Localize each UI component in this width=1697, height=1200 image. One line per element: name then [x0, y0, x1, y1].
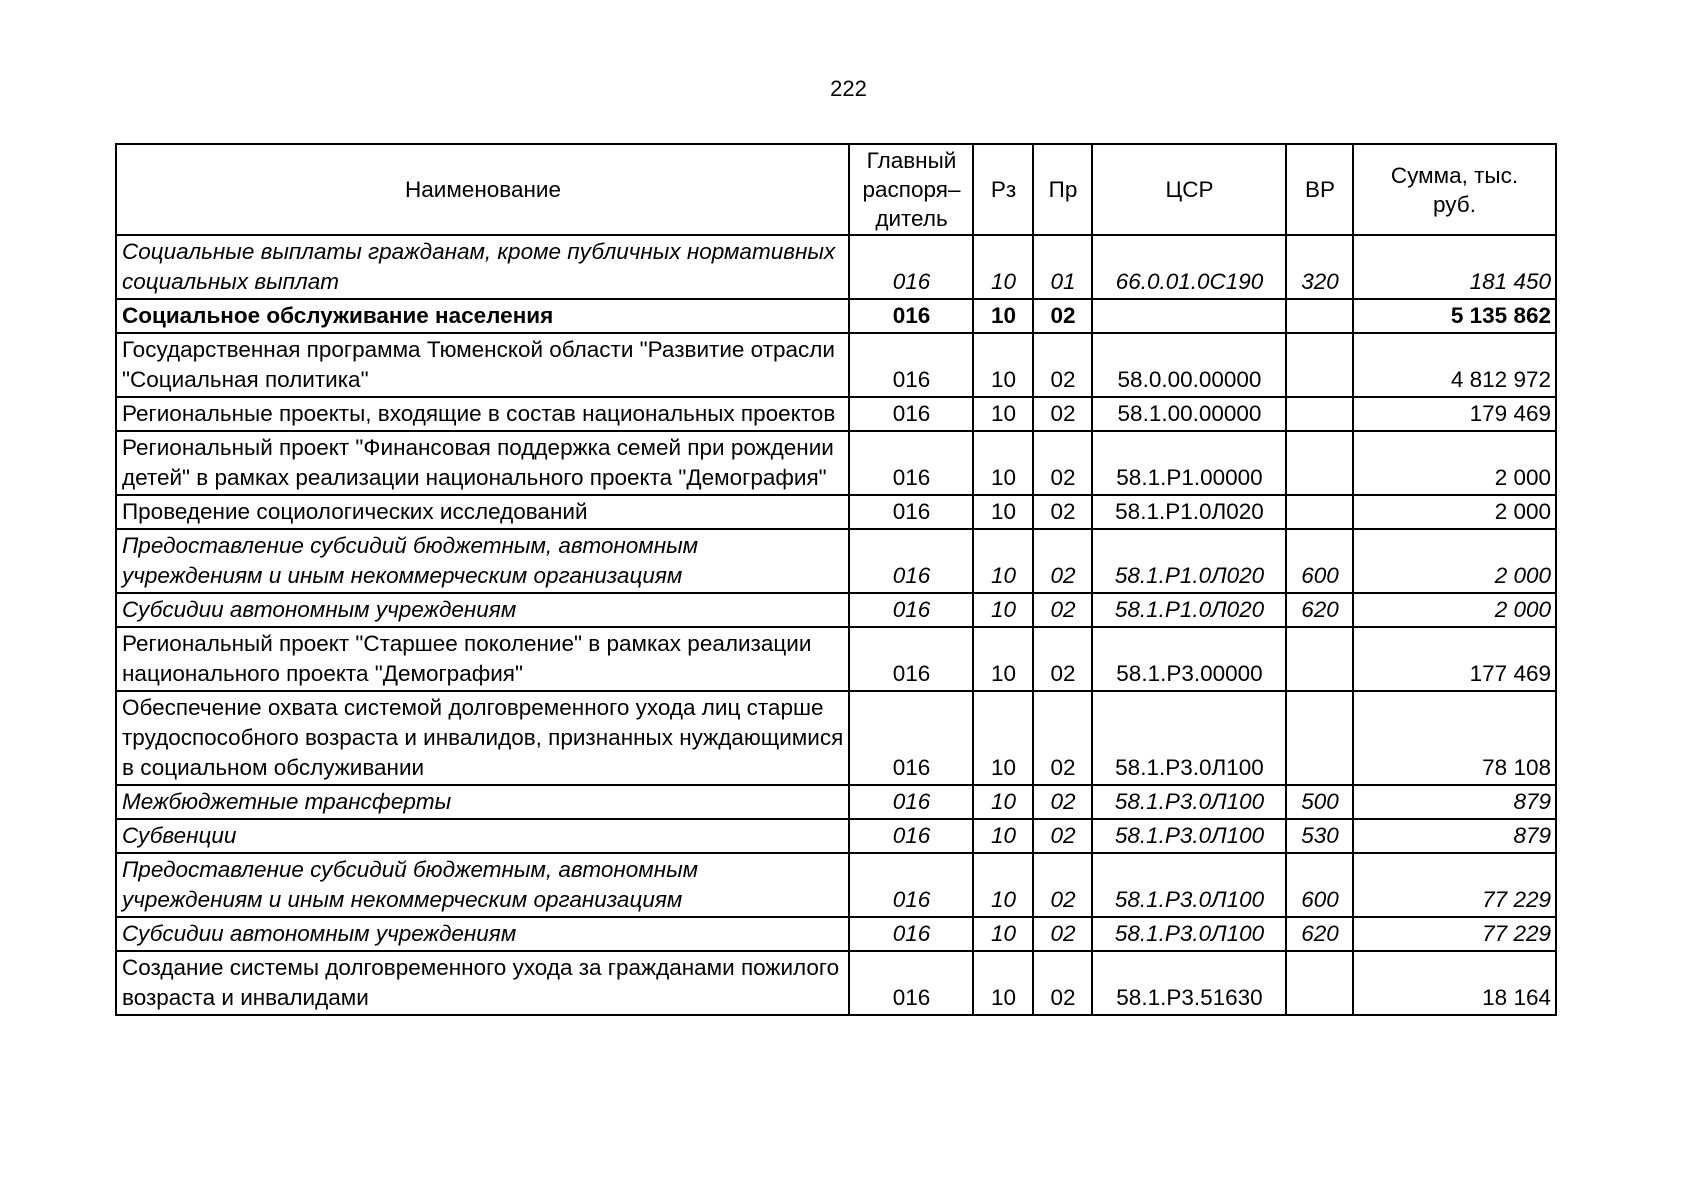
cell-manager: 016 [849, 299, 973, 333]
cell-csr: 58.1.Р1.0Л020 [1092, 495, 1286, 529]
cell-manager: 016 [849, 593, 973, 627]
cell-rz: 10 [973, 529, 1033, 593]
cell-manager: 016 [849, 627, 973, 691]
table-row [116, 529, 1556, 593]
cell-vr [1286, 951, 1353, 1015]
cell-pr: 02 [1033, 431, 1092, 495]
cell-sum: 5 135 862 [1353, 299, 1556, 333]
header-sum: Сумма, тыс. руб. [1353, 144, 1556, 235]
cell-manager: 016 [849, 529, 973, 593]
table-row [116, 593, 1556, 627]
cell-csr: 58.1.Р3.0Л100 [1092, 819, 1286, 853]
cell-name: Предоставление субсидий бюджетным, автономным учреждениям и иным некоммерческим организациям [116, 853, 849, 917]
cell-vr [1286, 691, 1353, 785]
cell-sum: 879 [1353, 785, 1556, 819]
cell-rz: 10 [973, 853, 1033, 917]
cell-sum: 18 164 [1353, 951, 1556, 1015]
table-row [116, 333, 1556, 397]
cell-pr: 02 [1033, 691, 1092, 785]
header-name: Наименование [116, 144, 849, 235]
cell-csr: 58.1.Р3.00000 [1092, 627, 1286, 691]
cell-manager: 016 [849, 431, 973, 495]
cell-vr: 600 [1286, 529, 1353, 593]
cell-rz: 10 [973, 917, 1033, 951]
cell-csr: 58.1.00.00000 [1092, 397, 1286, 431]
table-row [116, 397, 1556, 431]
cell-sum: 179 469 [1353, 397, 1556, 431]
table-row [116, 235, 1556, 299]
cell-name: Субсидии автономным учреждениям [116, 593, 849, 627]
cell-vr [1286, 431, 1353, 495]
table-row [116, 299, 1556, 333]
table-row [116, 819, 1556, 853]
cell-rz: 10 [973, 495, 1033, 529]
cell-vr: 320 [1286, 235, 1353, 299]
cell-rz: 10 [973, 299, 1033, 333]
cell-sum: 77 229 [1353, 853, 1556, 917]
cell-vr: 500 [1286, 785, 1353, 819]
cell-name: Региональный проект "Финансовая поддержка семей при рождении детей" в рамках реализации национального проекта "Демография" [116, 431, 849, 495]
cell-rz: 10 [973, 951, 1033, 1015]
header-csr: ЦСР [1092, 144, 1286, 235]
cell-sum: 2 000 [1353, 593, 1556, 627]
cell-csr: 66.0.01.0С190 [1092, 235, 1286, 299]
cell-name: Региональные проекты, входящие в состав национальных проектов [116, 397, 849, 431]
table-body [116, 235, 1556, 1015]
cell-rz: 10 [973, 431, 1033, 495]
header-rz: Рз [973, 144, 1033, 235]
cell-vr: 620 [1286, 593, 1353, 627]
header-manager: Главный распоря– дитель [849, 144, 973, 235]
cell-rz: 10 [973, 627, 1033, 691]
table-row [116, 627, 1556, 691]
cell-csr: 58.0.00.00000 [1092, 333, 1286, 397]
cell-manager: 016 [849, 853, 973, 917]
cell-manager: 016 [849, 951, 973, 1015]
cell-pr: 02 [1033, 951, 1092, 1015]
cell-vr: 530 [1286, 819, 1353, 853]
table-row [116, 431, 1556, 495]
cell-sum: 2 000 [1353, 495, 1556, 529]
cell-vr [1286, 299, 1353, 333]
cell-name: Межбюджетные трансферты [116, 785, 849, 819]
cell-csr: 58.1.Р3.0Л100 [1092, 853, 1286, 917]
cell-manager: 016 [849, 235, 973, 299]
cell-name: Обеспечение охвата системой долговременного ухода лиц старше трудоспособного возраста и инвалидов, признанных нуждающимися в социальном обслуживании [116, 691, 849, 785]
cell-sum: 177 469 [1353, 627, 1556, 691]
cell-manager: 016 [849, 333, 973, 397]
cell-manager: 016 [849, 397, 973, 431]
cell-rz: 10 [973, 235, 1033, 299]
cell-name: Проведение социологических исследований [116, 495, 849, 529]
cell-name: Субвенции [116, 819, 849, 853]
cell-pr: 02 [1033, 333, 1092, 397]
cell-rz: 10 [973, 333, 1033, 397]
cell-sum: 879 [1353, 819, 1556, 853]
table-row [116, 853, 1556, 917]
cell-rz: 10 [973, 785, 1033, 819]
cell-pr: 02 [1033, 299, 1092, 333]
cell-sum: 77 229 [1353, 917, 1556, 951]
cell-rz: 10 [973, 593, 1033, 627]
cell-pr: 02 [1033, 785, 1092, 819]
table-row [116, 495, 1556, 529]
cell-sum: 181 450 [1353, 235, 1556, 299]
cell-manager: 016 [849, 917, 973, 951]
cell-rz: 10 [973, 397, 1033, 431]
cell-manager: 016 [849, 691, 973, 785]
cell-rz: 10 [973, 691, 1033, 785]
cell-csr: 58.1.Р3.0Л100 [1092, 691, 1286, 785]
cell-csr: 58.1.Р1.0Л020 [1092, 529, 1286, 593]
page-number: 222 [830, 76, 867, 101]
cell-csr: 58.1.Р3.51630 [1092, 951, 1286, 1015]
table-row [116, 691, 1556, 785]
cell-pr: 02 [1033, 529, 1092, 593]
cell-name: Создание системы долговременного ухода за гражданами пожилого возраста и инвалидами [116, 951, 849, 1015]
cell-pr: 02 [1033, 593, 1092, 627]
cell-pr: 02 [1033, 627, 1092, 691]
table-row [116, 917, 1556, 951]
cell-name: Социальное обслуживание населения [116, 299, 849, 333]
cell-name: Субсидии автономным учреждениям [116, 917, 849, 951]
cell-csr: 58.1.Р3.0Л100 [1092, 785, 1286, 819]
cell-pr: 02 [1033, 819, 1092, 853]
table-row [116, 785, 1556, 819]
budget-table [115, 143, 1557, 1016]
cell-vr [1286, 627, 1353, 691]
cell-sum: 2 000 [1353, 431, 1556, 495]
cell-vr [1286, 495, 1353, 529]
cell-csr: 58.1.Р1.0Л020 [1092, 593, 1286, 627]
cell-vr: 600 [1286, 853, 1353, 917]
cell-sum: 78 108 [1353, 691, 1556, 785]
cell-sum: 4 812 972 [1353, 333, 1556, 397]
cell-name: Региональный проект "Старшее поколение" в рамках реализации национального проекта "Демография" [116, 627, 849, 691]
cell-manager: 016 [849, 785, 973, 819]
header-vr: ВР [1286, 144, 1353, 235]
cell-pr: 02 [1033, 397, 1092, 431]
cell-csr: 58.1.Р3.0Л100 [1092, 917, 1286, 951]
cell-rz: 10 [973, 819, 1033, 853]
cell-name: Социальные выплаты гражданам, кроме публичных нормативных социальных выплат [116, 235, 849, 299]
cell-pr: 01 [1033, 235, 1092, 299]
header-row [116, 144, 1556, 235]
table-row [116, 951, 1556, 1015]
cell-sum: 2 000 [1353, 529, 1556, 593]
cell-csr [1092, 299, 1286, 333]
header-pr: Пр [1033, 144, 1092, 235]
cell-manager: 016 [849, 495, 973, 529]
cell-pr: 02 [1033, 495, 1092, 529]
cell-vr [1286, 397, 1353, 431]
cell-pr: 02 [1033, 853, 1092, 917]
cell-vr: 620 [1286, 917, 1353, 951]
cell-pr: 02 [1033, 917, 1092, 951]
cell-name: Государственная программа Тюменской области "Развитие отрасли "Социальная политика" [116, 333, 849, 397]
cell-manager: 016 [849, 819, 973, 853]
cell-vr [1286, 333, 1353, 397]
cell-name: Предоставление субсидий бюджетным, автономным учреждениям и иным некоммерческим организациям [116, 529, 849, 593]
cell-csr: 58.1.Р1.00000 [1092, 431, 1286, 495]
